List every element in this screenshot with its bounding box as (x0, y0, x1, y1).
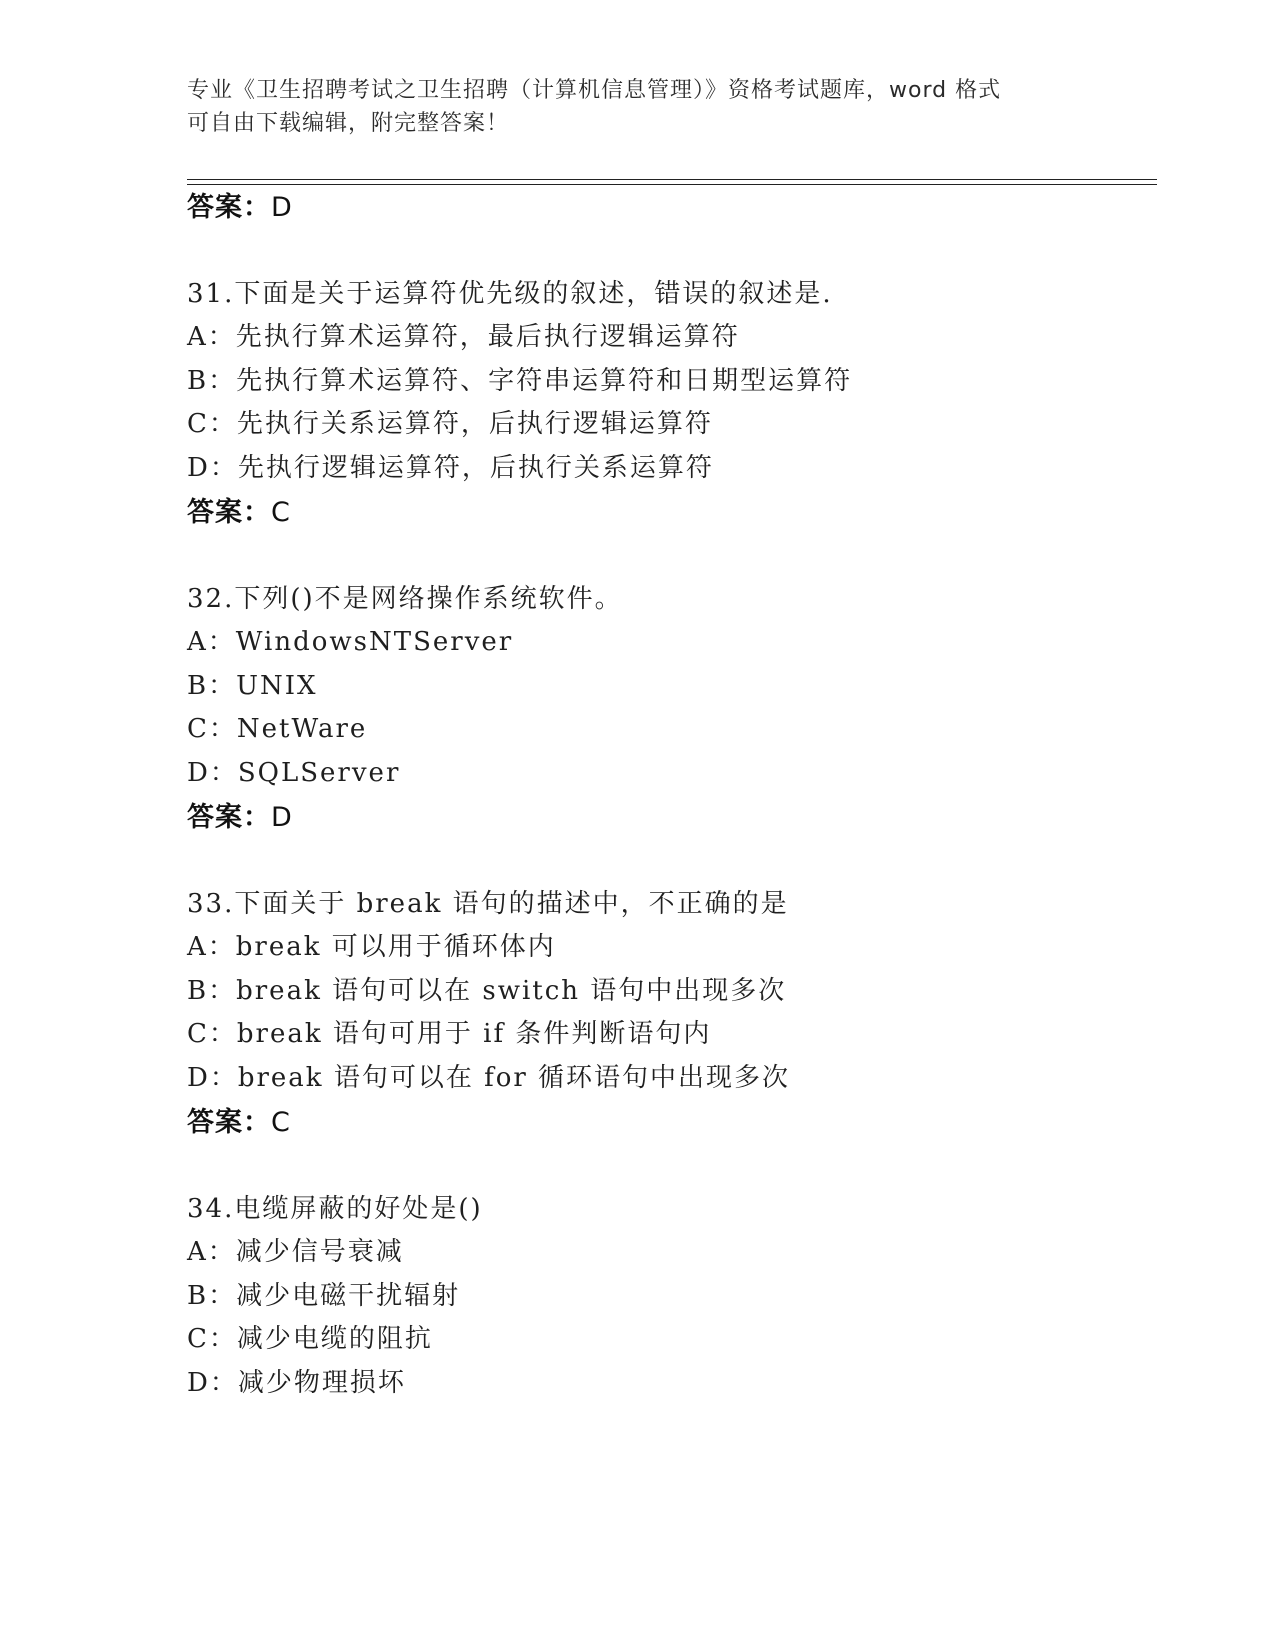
question-32-stem: 32.下列()不是网络操作系统软件。 (187, 584, 623, 614)
question-31-stem: 31.下面是关于运算符优先级的叙述，错误的叙述是. (187, 279, 833, 309)
header-line-1: 专业《卫生招聘考试之卫生招聘（计算机信息管理）》资格考试题库，word 格式 (187, 78, 1002, 103)
question-33-option-c: C：break 语句可用于 if 条件判断语句内 (187, 1019, 712, 1049)
question-32-option-c: C：NetWare (187, 714, 368, 744)
question-31-option-a: A：先执行算术运算符，最后执行逻辑运算符 (187, 322, 740, 352)
question-32-option-b: B：UNIX (187, 671, 318, 701)
answer-value: C (271, 1107, 291, 1138)
question-34-option-c: C：减少电缆的阻抗 (187, 1324, 433, 1354)
question-32-option-d: D：SQLServer (187, 758, 401, 788)
question-34-option-d: D：减少物理损坏 (187, 1368, 406, 1398)
previous-answer (187, 185, 293, 224)
answer-value: D (271, 802, 293, 833)
answer-label: 答案： (187, 1107, 271, 1138)
question-34-option-a: A：减少信号衰减 (187, 1237, 404, 1267)
question-33-answer (187, 1100, 291, 1139)
document-header (187, 74, 1087, 140)
question-33-option-b: B：break 语句可以在 switch 语句中出现多次 (187, 976, 787, 1006)
header-line-2: 可自由下载编辑，附完整答案！ (187, 111, 510, 136)
header-divider-top (187, 179, 1157, 180)
question-32-answer (187, 795, 293, 834)
question-31-option-b: B：先执行算术运算符、字符串运算符和日期型运算符 (187, 366, 853, 396)
question-31-answer (187, 490, 291, 529)
question-31-option-c: C：先执行关系运算符，后执行逻辑运算符 (187, 409, 713, 439)
header-divider-bottom (187, 184, 1157, 185)
question-31-option-d: D：先执行逻辑运算符，后执行关系运算符 (187, 453, 714, 483)
answer-value: D (271, 192, 293, 223)
answer-label: 答案： (187, 802, 271, 833)
question-33-option-d: D：break 语句可以在 for 循环语句中出现多次 (187, 1063, 791, 1093)
answer-label: 答案： (187, 497, 271, 528)
question-34-option-b: B：减少电磁干扰辐射 (187, 1281, 461, 1311)
question-34-stem: 34.电缆屏蔽的好处是() (187, 1194, 483, 1224)
answer-value: C (271, 497, 291, 528)
answer-label: 答案： (187, 192, 271, 223)
question-33-option-a: A：break 可以用于循环体内 (187, 932, 556, 962)
question-32-option-a: A：WindowsNTServer (187, 627, 514, 657)
question-33-stem: 33.下面关于 break 语句的描述中，不正确的是 (187, 889, 789, 919)
